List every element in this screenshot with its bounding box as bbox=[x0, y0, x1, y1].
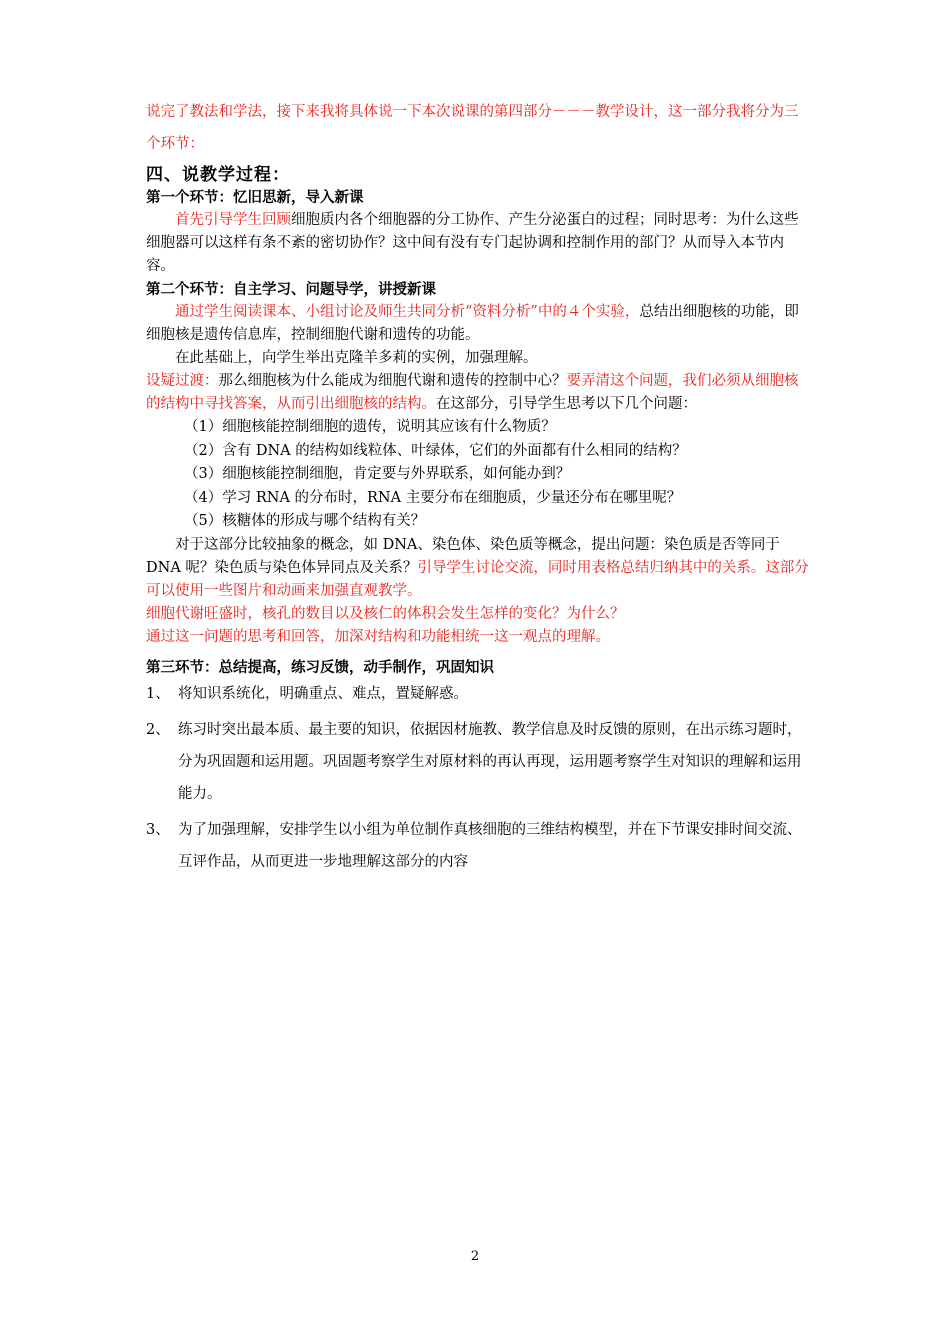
section-2-paragraph-5: 细胞代谢旺盛时，核孔的数目以及核仁的体积会发生怎样的变化？为什么？ bbox=[146, 605, 625, 622]
list-item bbox=[146, 714, 811, 810]
intro-paragraph: 说完了教法和学法，接下来我将具体说一下本次说课的第四部分－－－教学设计，这一部分我将分为三个环节： bbox=[146, 104, 799, 152]
p3-black-1: 那么细胞核为什么能成为细胞代谢和遗传的控制中心？ bbox=[218, 373, 567, 389]
list-item bbox=[146, 678, 811, 710]
p4-black: 对于这部分比较抽象的概念，如 DNA、染色体、染色质等概念，提出问题：染色质是否等同于 DNA 呢？染色质与染色体异同点及关系？ bbox=[146, 536, 780, 576]
p3-red-2: 要弄清这个问题，我们必须从细胞核的结构中寻找答案，从而引出细胞核的结构。 bbox=[146, 373, 799, 412]
section-2-paragraph-2: 在此基础上，向学生举出克隆羊多莉的实例，加强理解。 bbox=[175, 350, 538, 366]
section-3-list bbox=[146, 678, 811, 878]
section-2 bbox=[146, 278, 811, 649]
section-1-body: 细胞质内各个细胞器的分工协作、产生分泌蛋白的过程；同时思考：为什么这些细胞器可以这样有条不紊的密切协作？这中间有没有专门起协调和控制作用的部门？从而导入本节内容。 bbox=[146, 212, 799, 274]
section-3-heading-block bbox=[146, 656, 811, 679]
section-2-title: 第二个环节：自主学习、问题导学，讲授新课 bbox=[146, 281, 436, 298]
section-2-paragraph-3 bbox=[146, 370, 811, 416]
section-heading: 四、说教学过程： bbox=[146, 165, 290, 185]
list-item-number: 2、 bbox=[146, 722, 170, 738]
p1-black: 总结出细胞核的功能，即细胞核是遗传信息库，控制细胞代谢和遗传的功能。 bbox=[146, 304, 799, 343]
section-1-title: 第一个环节：忆旧思新，导入新课 bbox=[146, 189, 364, 206]
list-item-text: 练习时突出最本质、最主要的知识，依据因材施教、教学信息及时反馈的原则，在出示练习题时，分为巩固题和运用题。巩固题考察学生对原材料的再认再现，运用题考察学生对知识的理解和运用能力。 bbox=[178, 722, 802, 802]
section-1-red-lead: 首先引导学生回顾 bbox=[175, 212, 291, 228]
section-2-paragraph-6: 通过这一问题的思考和回答，加深对结构和功能相统一这一观点的理解。 bbox=[146, 628, 610, 645]
list-item-text: 为了加强理解，安排学生以小组为单位制作真核细胞的三维结构模型，并在下节课安排时间交流、互评作品，从而更进一步地理解这部分的内容 bbox=[178, 822, 802, 870]
question-item: （5）核糖体的形成与哪个结构有关？ bbox=[184, 513, 426, 529]
p1-red: 通过学生阅读课本、小组讨论及师生共同分析“资料分析”中的４个实验， bbox=[175, 304, 640, 320]
question-item: （4）学习 RNA 的分布时，RNA 主要分布在细胞质，少量还分布在哪里呢？ bbox=[184, 489, 682, 506]
section-2-paragraph-4 bbox=[146, 534, 811, 603]
question-item: （1）细胞核能控制细胞的遗传，说明其应该有什么物质？ bbox=[184, 419, 556, 435]
p3-black-2: 在这部分，引导学生思考以下几个问题： bbox=[436, 396, 697, 412]
section-1 bbox=[146, 186, 811, 278]
section-3-title: 第三环节：总结提高，练习反馈，动手制作，巩固知识 bbox=[146, 659, 494, 676]
list-item-text: 将知识系统化，明确重点、难点，置疑解惑。 bbox=[178, 686, 468, 702]
p3-red-1: 设疑过渡： bbox=[146, 373, 219, 389]
question-item: （3）细胞核能控制细胞，肯定要与外界联系，如何能办到？ bbox=[184, 466, 571, 482]
question-item: （2）含有 DNA 的结构如线粒体、叶绿体，它们的外面都有什么相同的结构？ bbox=[184, 442, 687, 459]
list-item-number: 1、 bbox=[146, 686, 170, 702]
list-item bbox=[146, 814, 811, 878]
p4-red: 引导学生讨论交流，同时用表格总结归纳其中的关系。这部分可以使用一些图片和动画来加强直观教学。 bbox=[146, 559, 809, 599]
section-2-paragraph-1 bbox=[146, 301, 811, 347]
list-item-number: 3、 bbox=[146, 822, 170, 838]
section-1-paragraph bbox=[146, 209, 811, 278]
page-number: 2 bbox=[470, 1249, 480, 1264]
